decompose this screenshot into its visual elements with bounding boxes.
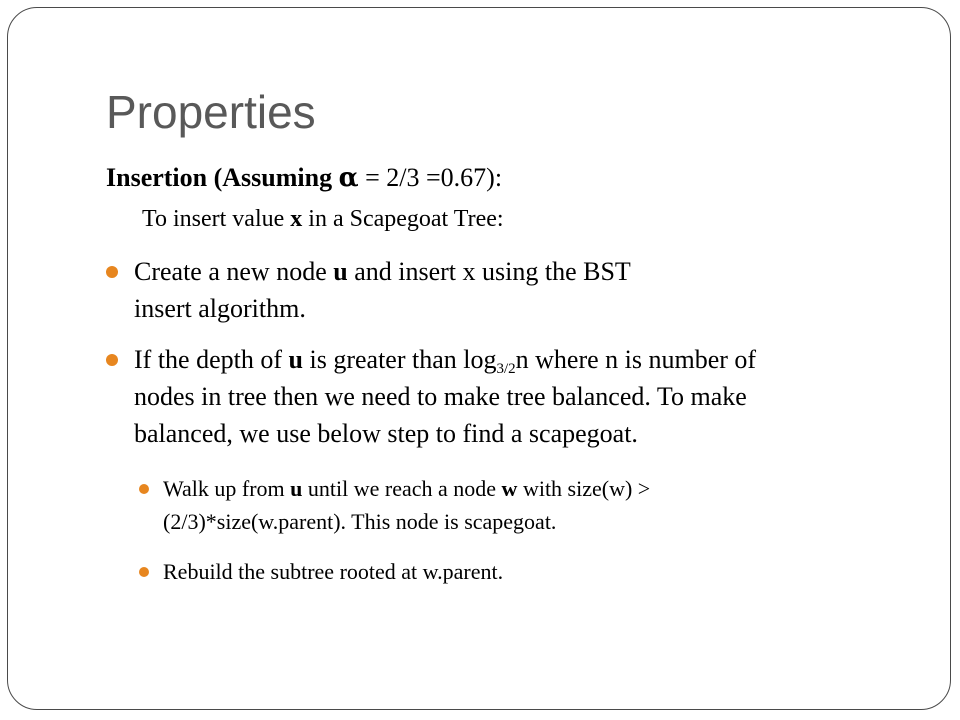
subbullet-line: (2/3)*size(w.parent). This node is scapegoat. (163, 509, 557, 534)
bullet-bold-text: u (288, 345, 303, 374)
bullet-line: insert algorithm. (134, 294, 306, 323)
bullet-text: If the depth of (134, 345, 289, 374)
bullet-line: nodes in tree then we need to make tree balanced. To make (134, 382, 747, 411)
subbullet-text: Walk up from (163, 476, 291, 501)
alpha-symbol: α (338, 163, 359, 193)
bullet-line (134, 341, 756, 378)
bullet-create-node (134, 253, 631, 327)
subheading-post: in a Scapegoat Tree: (302, 206, 504, 232)
subbullet-text: with size(w) > (517, 476, 651, 501)
insertion-heading (106, 160, 502, 196)
bullet-dot-icon (106, 354, 118, 366)
slide-title: Properties (106, 86, 316, 138)
bullet-depth-check (134, 341, 756, 452)
heading-equation: = 2/3 =0.67): (358, 163, 503, 192)
subbullet-dot-icon (139, 484, 149, 494)
subheading-pre: To insert value (142, 206, 291, 232)
bullet-bold-text: u (333, 257, 348, 286)
subbullet-rebuild (163, 555, 503, 588)
subbullet-bold-text: u (290, 476, 303, 501)
subbullet-text: until we reach a node (302, 476, 502, 501)
bullet-text: is greater than log (302, 345, 497, 374)
subbullet-dot-icon (139, 567, 149, 577)
bullet-text: Create a new node (134, 257, 334, 286)
subbullet-walk-up (163, 472, 650, 538)
bullet-dot-icon (106, 266, 118, 278)
bullet-text: n where n is number of (515, 345, 757, 374)
insertion-subheading (142, 202, 504, 236)
log-base-subscript: 3/2 (496, 361, 516, 377)
heading-prefix: Insertion (Assuming (106, 163, 339, 192)
subbullet-line (163, 472, 650, 505)
subbullet-line: Rebuild the subtree rooted at w.parent. (163, 559, 504, 584)
bullet-text: and insert x using the BST (347, 257, 631, 286)
bullet-line: balanced, we use below step to find a scapegoat. (134, 419, 638, 448)
subheading-bold: x (290, 206, 303, 232)
bullet-line (134, 253, 631, 290)
subbullet-bold-text: w (501, 476, 518, 501)
